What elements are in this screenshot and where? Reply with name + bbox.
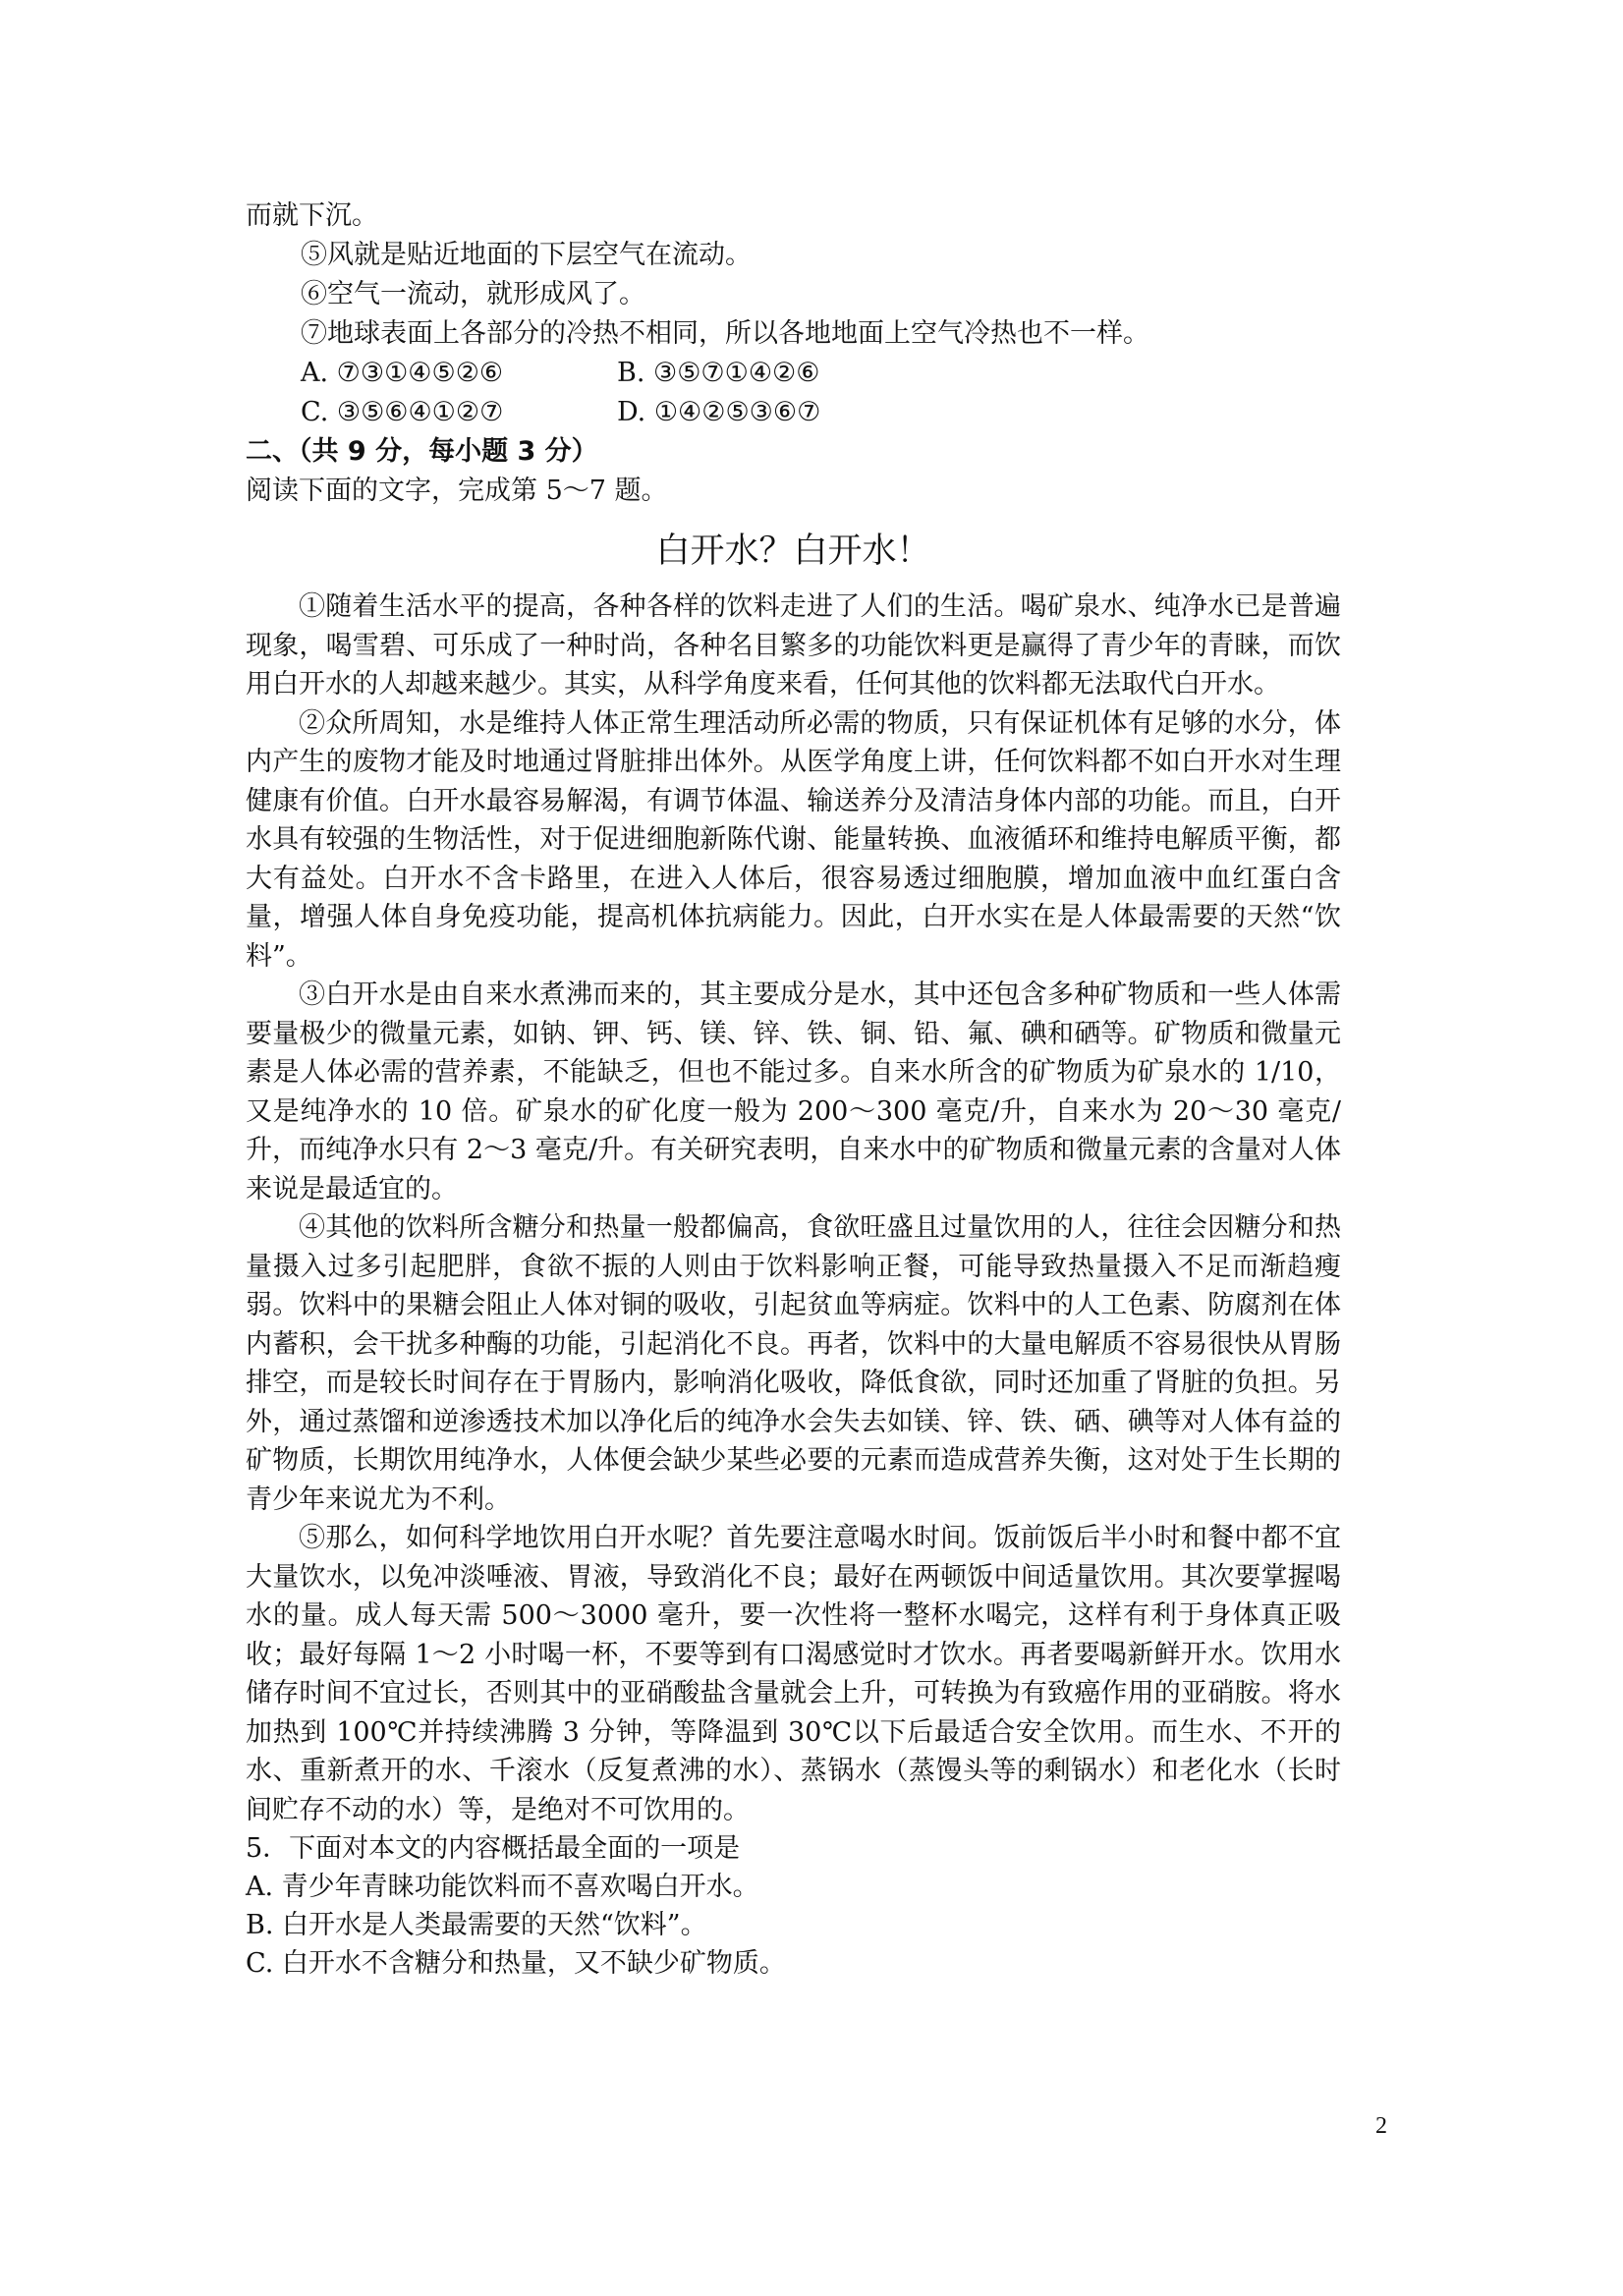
page-content	[246, 196, 1341, 1983]
question-stem: 5．下面对本文的内容概括最全面的一项是	[246, 1833, 741, 1864]
page-number: 2	[1375, 2113, 1387, 2139]
q4-options-row	[246, 393, 1341, 432]
article-paragraph: ④其他的饮料所含糖分和热量一般都偏高，食欲旺盛且过量饮用的人，往往会因糖分和热量摄入过多引起肥胖，食欲不振的人则由于饮料影响正餐，可能导致热量摄入不足而渐趋瘦弱。饮料中的果糖会阻止人体对铜的吸收，引起贫血等病症。饮料中的人工色素、防腐剂在体内蓄积，会干扰多种酶的功能，引起消化不良。再者，饮料中的大量电解质不容易很快从胃肠排空，而是较长时间存在于胃肠内，影响消化吸收，降低食欲，同时还加重了肾脏的负担。另外，通过蒸馏和逆渗透技术加以净化后的纯净水会失去如镁、锌、铁、硒、碘等对人体有益的矿物质，长期饮用纯净水，人体便会缺少某些必要的元素而造成营养失衡，这对处于生长期的青少年来说尤为不利。	[246, 1212, 1341, 1515]
text-line: ⑦地球表面上各部分的冷热不相同，所以各地地面上空气冷热也不一样。	[301, 318, 1149, 349]
question-option: A. 青少年青睐功能饮料而不喜欢喝白开水。	[246, 1872, 759, 1902]
option-d: D. ①④②⑤③⑥⑦	[617, 397, 821, 427]
question-option: B. 白开水是人类最需要的天然“饮料”。	[246, 1910, 707, 1940]
text-line: 而就下沉。	[246, 200, 378, 231]
option-b: B. ③⑤⑦①④②⑥	[617, 358, 820, 388]
question-option: C. 白开水不含糖分和热量，又不缺少矿物质。	[246, 1948, 786, 1979]
option-a: A. ⑦③①④⑤②⑥	[301, 358, 504, 388]
text-line: ⑤风就是贴近地面的下层空气在流动。	[301, 240, 752, 270]
text-line: ⑥空气一流动，就形成风了。	[301, 279, 645, 309]
option-c: C. ③⑤⑥④①②⑦	[301, 397, 504, 427]
article-paragraph: ⑤那么，如何科学地饮用白开水呢？首先要注意喝水时间。饭前饭后半小时和餐中都不宜大量饮水，以免冲淡唾液、胃液，导致消化不良；最好在两顿饭中间适量饮用。其次要掌握喝水的量。成人每天需 500～3000 毫升，要一次性将一整杯水喝完，这样有利于身体真正吸收；最好每隔 1～2 小时喝一杯，不要等到有口渴感觉时才饮水。再者要喝新鲜开水。饮用水储存时间不宜过长，否则其中的亚硝酸盐含量就会上升，可转换为有致癌作用的亚硝胺。将水加热到 100℃并持续沸腾 3 分钟，等降温到 30℃以下后最适合安全饮用。而生水、不开的水、重新煮开的水、千滚水（反复煮沸的水）、蒸锅水（蒸馒头等的剩锅水）和老化水（长时间贮存不动的水）等，是绝对不可饮用的。	[246, 1523, 1341, 1825]
section-heading: 二、（共 9 分，每小题 3 分）	[246, 436, 598, 467]
section-instruction: 阅读下面的文字，完成第 5～7 题。	[246, 476, 668, 506]
article-paragraph: ③白开水是由自来水煮沸而来的，其主要成分是水，其中还包含多种矿物质和一些人体需要量极少的微量元素，如钠、钾、钙、镁、锌、铁、铜、铅、氟、碘和硒等。矿物质和微量元素是人体必需的营养素，不能缺乏，但也不能过多。自来水所含的矿物质为矿泉水的 1/10，又是纯净水的 10 倍。矿泉水的矿化度一般为 200～300 毫克/升，自来水为 20～30 毫克/升，而纯净水只有 2～3 毫克/升。有关研究表明，自来水中的矿物质和微量元素的含量对人体来说是最适宜的。	[246, 980, 1341, 1204]
article-paragraph: ②众所周知，水是维持人体正常生理活动所必需的物质，只有保证机体有足够的水分，体内产生的废物才能及时地通过肾脏排出体外。从医学角度上讲，任何饮料都不如白开水对生理健康有价值。白开水最容易解渴，有调节体温、输送养分及清洁身体内部的功能。而且，白开水具有较强的生物活性，对于促进细胞新陈代谢、能量转换、血液循环和维持电解质平衡，都大有益处。白开水不含卡路里，在进入人体后，很容易透过细胞膜，增加血液中血红蛋白含量，增强人体自身免疫功能，提高机体抗病能力。因此，白开水实在是人体最需要的天然“饮料”。	[246, 707, 1341, 972]
q4-options-row	[246, 354, 1341, 393]
article-paragraph: ①随着生活水平的提高，各种各样的饮料走进了人们的生活。喝矿泉水、纯净水已是普遍现象，喝雪碧、可乐成了一种时尚，各种名目繁多的功能饮料更是赢得了青少年的青睐，而饮用白开水的人却越来越少。其实，从科学角度来看，任何其他的饮料都无法取代白开水。	[246, 591, 1341, 700]
article-title: 白开水？白开水！	[655, 532, 931, 571]
